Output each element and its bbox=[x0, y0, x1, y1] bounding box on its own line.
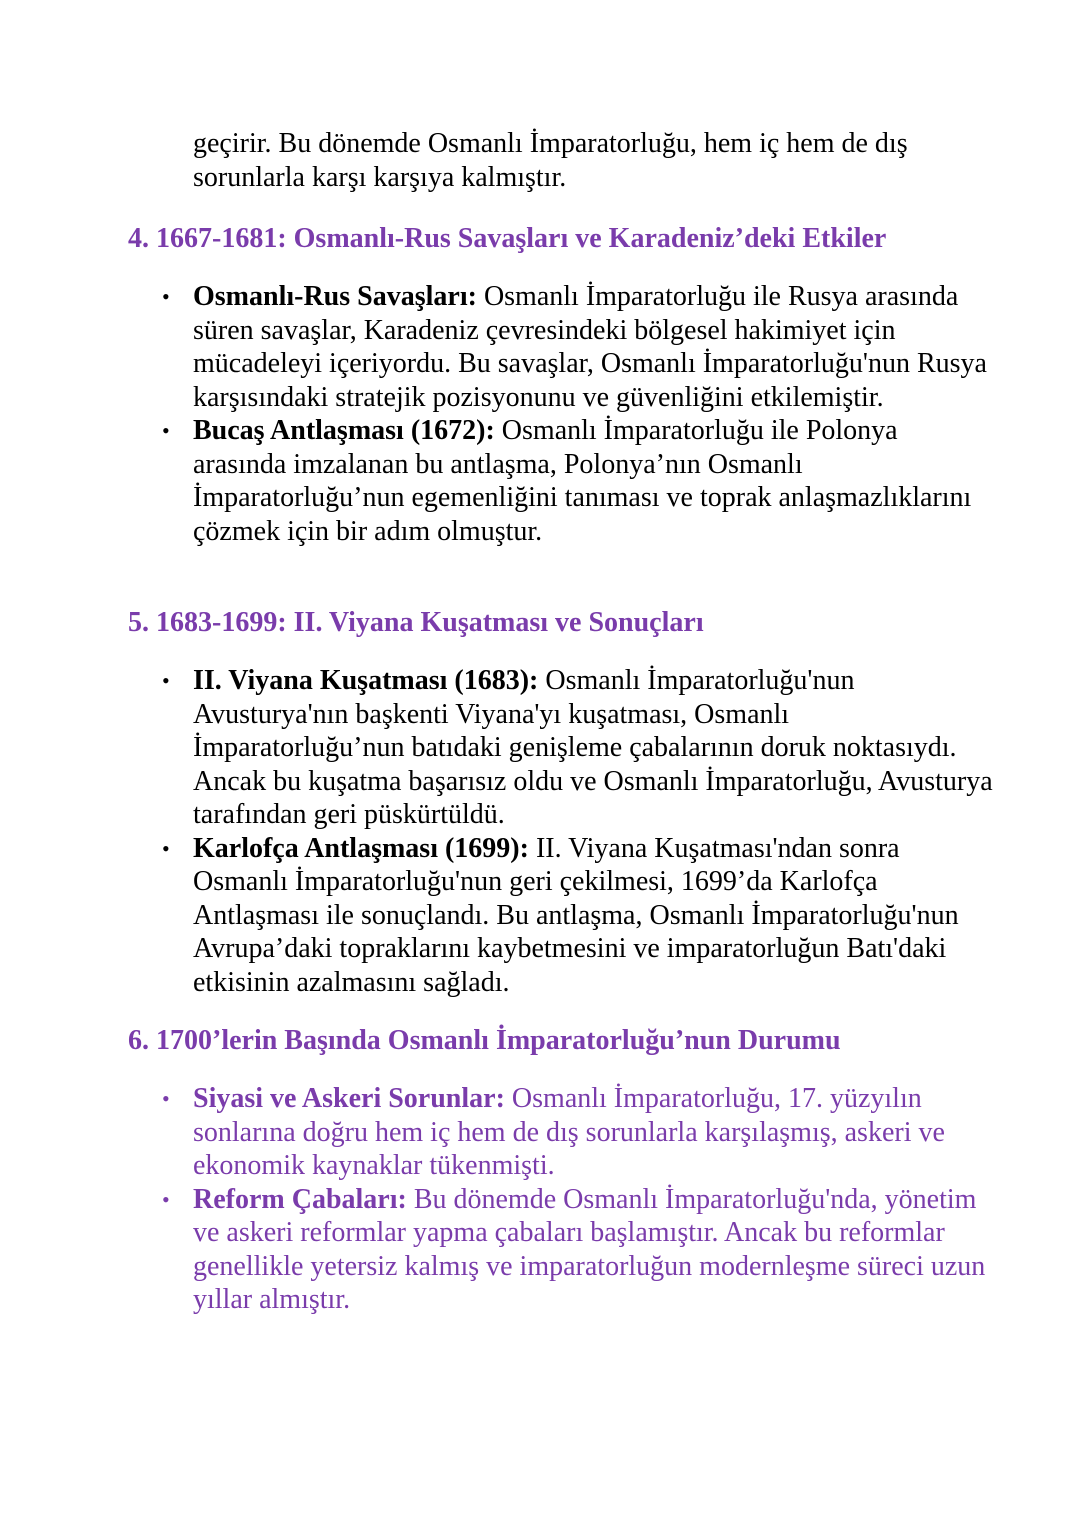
intro-paragraph: geçirir. Bu dönemde Osmanlı İmparatorluğu, hem iç hem de dış sorunlarla karşı karşıya kalmıştır. bbox=[193, 128, 908, 193]
bullet-icon: • bbox=[162, 668, 170, 693]
list-item-text: II. Viyana Kuşatması'ndan sonra Osmanlı İmparatorluğu'nun geri çekilmesi, 1699’da Karlofça Antlaşması ile sonuçlandı. Bu antlaşma, Osmanlı İmparatorluğu'nun Avrupa’daki topraklarını kaybetmesini ve imparatorluğun Batı'daki etkisinin azalmasını sağladı. bbox=[193, 832, 959, 998]
list-item bbox=[162, 832, 993, 1000]
section-4-list bbox=[162, 280, 993, 548]
list-item-text: Osmanlı İmparatorluğu'nun Avusturya'nın başkenti Viyana'yı kuşatması, Osmanlı İmparatorluğu’nun batıdaki genişleme çabalarının doruk noktasıydı. Ancak bu kuşatma başarısız oldu ve Osmanlı İmparatorluğu, Avusturya tarafından geri püskürtüldü. bbox=[193, 665, 993, 830]
list-item-term: Reform Çabaları: bbox=[193, 1183, 407, 1215]
list-item bbox=[162, 280, 993, 414]
bullet-icon: • bbox=[162, 1086, 170, 1111]
list-item-term: II. Viyana Kuşatması (1683): bbox=[193, 665, 539, 696]
section-heading-6: 6. 1700’lerin Başında Osmanlı İmparatorluğu’nun Durumu bbox=[128, 1025, 841, 1056]
bullet-icon: • bbox=[162, 284, 170, 309]
bullet-icon: • bbox=[162, 1186, 170, 1212]
section-6-list bbox=[162, 1082, 993, 1317]
section-heading-4: 4. 1667-1681: Osmanlı-Rus Savaşları ve Karadeniz’deki Etkiler bbox=[128, 223, 887, 254]
list-item-text: Osmanlı İmparatorluğu ile Rusya arasında süren savaşlar, Karadeniz çevresindeki bölgesel hakimiyet için mücadeleyi içeriyordu. Bu savaşlar, Osmanlı İmparatorluğu'nun Rusya karşısındaki stratejik pozisyonunu ve güvenliğini etkilemiştir. bbox=[193, 281, 987, 413]
section-heading-5: 5. 1683-1699: II. Viyana Kuşatması ve Sonuçları bbox=[128, 607, 704, 638]
list-item-text: Bu dönemde Osmanlı İmparatorluğu'nda, yönetim ve askeri reformlar yapma çabaları başlamıştır. Ancak bu reformlar genellikle yetersiz kalmış ve imparatorluğun modernleşme süreci uzun yıllar almıştır. bbox=[193, 1183, 986, 1315]
list-item bbox=[162, 414, 993, 548]
list-item-term: Osmanlı-Rus Savaşları: bbox=[193, 281, 477, 312]
list-item-term: Siyasi ve Askeri Sorunlar: bbox=[193, 1083, 505, 1114]
list-item bbox=[162, 1183, 993, 1317]
list-item-text: Osmanlı İmparatorluğu ile Polonya arasında imzalanan bu antlaşma, Polonya’nın Osmanlı İmparatorluğu’nun egemenliğini tanıması ve toprak anlaşmazlıklarını çözmek için bir adım olmuştur. bbox=[193, 415, 972, 547]
bullet-icon: • bbox=[162, 835, 170, 861]
bullet-icon: • bbox=[162, 418, 170, 443]
list-item bbox=[162, 1082, 993, 1183]
list-item-text: Osmanlı İmparatorluğu, 17. yüzyılın sonlarına doğru hem iç hem de dış sorunlarla karşılaşmış, askeri ve ekonomik kaynaklar tükenmişti. bbox=[193, 1083, 945, 1181]
list-item-term: Bucaş Antlaşması (1672): bbox=[193, 415, 495, 446]
list-item bbox=[162, 664, 993, 832]
section-5-list bbox=[162, 664, 993, 999]
list-item-term: Karlofça Antlaşması (1699): bbox=[193, 832, 529, 864]
